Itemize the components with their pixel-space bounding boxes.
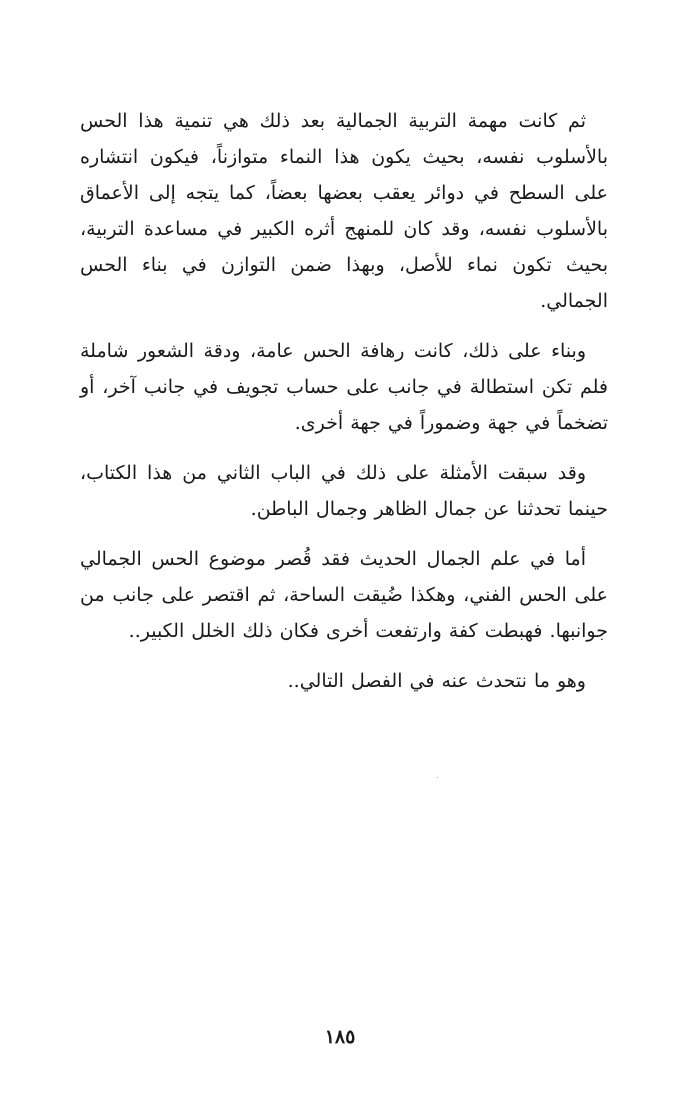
page-number: ١٨٥: [324, 1026, 356, 1048]
paragraph-3: وقد سبقت الأمثلة على ذلك في الباب الثاني من هذا الكتاب، حينما تحدثنا عن جمال الظاهر وجمال الباطن.: [80, 462, 608, 520]
paragraph-2: وبناء على ذلك، كانت رهافة الحس عامة، ودقة الشعور شاملة فلم تكن استطالة في جانب على حساب تجويف في جانب آخر، أو تضخماً في جهة وضموراً في جهة أخرى.: [80, 340, 608, 434]
body-text: [80, 103, 608, 713]
scan-speck: [437, 777, 438, 778]
paragraph-5: وهو ما نتحدث عنه في الفصل التالي..: [287, 670, 586, 692]
paragraph-1: ثم كانت مهمة التربية الجمالية بعد ذلك هي تنمية هذا الحس بالأسلوب نفسه، بحيث يكون هذا النماء متوازناً، فيكون انتشاره على السطح في دوائر يعقب بعضها بعضاً، كما يتجه إلى الأعماق بالأسلوب نفسه، وقد كان للمنهج أثره الكبير في مساعدة التربية، بحيث تكون نماء للأصل، وبهذا ضمن التوازن في بناء الحس الجمالي.: [80, 110, 608, 312]
paragraph-4: أما في علم الجمال الحديث فقد قُصر موضوع الحس الجمالي على الحس الفني، وهكذا ضُيقت الساحة، ثم اقتصر على جانب من جوانبها. فهبطت كفة وارتفعت أخرى فكان ذلك الخلل الكبير..: [80, 548, 608, 642]
